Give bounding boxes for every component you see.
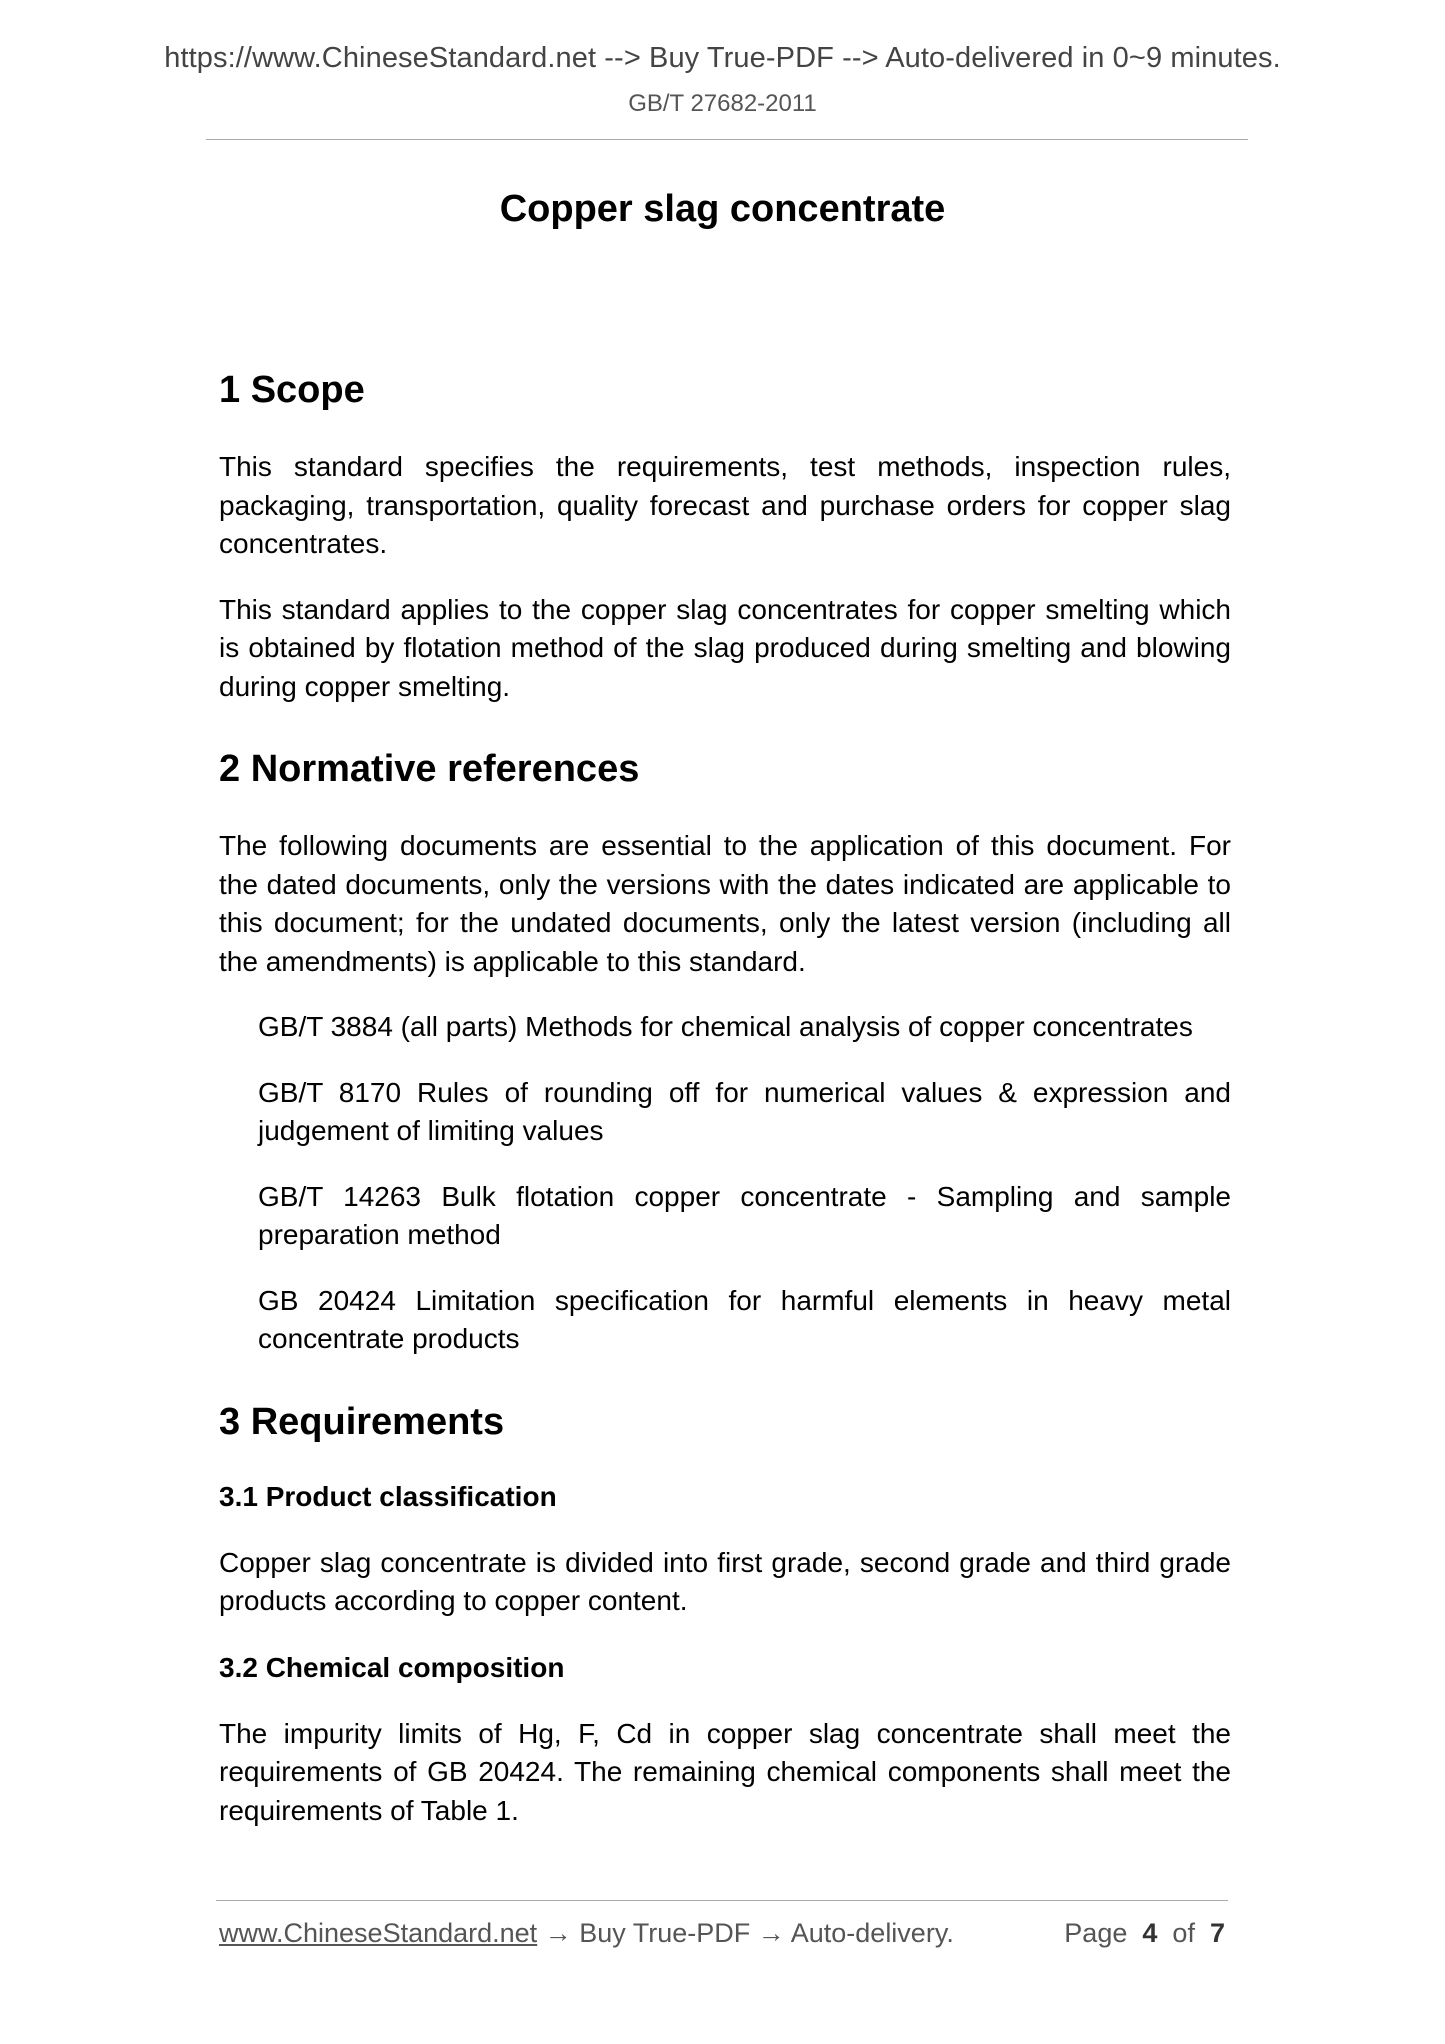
scope-paragraph-2: This standard applies to the copper slag concentrates for copper smelting which is obtained by flotation method of the slag produced during smelting and blowing during copper smelting.	[219, 593, 1231, 702]
section-scope-heading: 1 Scope	[219, 369, 365, 411]
footer-left	[219, 1918, 954, 1949]
header-divider	[206, 139, 1248, 140]
classification-paragraph: Copper slag concentrate is divided into first grade, second grade and third grade products according to copper content.	[219, 1546, 1231, 1616]
document-title: Copper slag concentrate	[499, 188, 946, 230]
normative-intro: The following documents are essential to the application of this document. For the dated documents, only the versions with the dates indicated are applicable to this document; for the undated documents, only the latest version (including all the amendments) is applicable to this standard.	[219, 830, 1231, 977]
header-banner: https://www.ChineseStandard.net --> Buy True-PDF --> Auto-delivered in 0~9 minutes.	[164, 42, 1281, 74]
page-number: 4	[1142, 1918, 1158, 1948]
page-indicator	[1064, 1918, 1225, 1949]
section-normative-heading: 2 Normative references	[219, 748, 640, 790]
chemical-paragraph: The impurity limits of Hg, F, Cd in copper slag concentrate shall meet the requirements of GB 20424. The remaining chemical components shall meet the requirements of Table 1.	[219, 1717, 1231, 1826]
subsection-chemical-heading: 3.2 Chemical composition	[219, 1651, 565, 1683]
reference-item: GB/T 14263 Bulk flotation copper concentrate - Sampling and sample preparation method	[258, 1180, 1231, 1250]
page-total: 7	[1209, 1918, 1225, 1948]
scope-paragraph-1: This standard specifies the requirements, test methods, inspection rules, packaging, transportation, quality forecast and purchase orders for copper slag concentrates.	[219, 451, 1231, 559]
subsection-classification-heading: 3.1 Product classification	[219, 1480, 557, 1512]
footer-tagline: → Buy True-PDF → Auto-delivery.	[537, 1918, 954, 1948]
section-requirements-heading: 3 Requirements	[219, 1400, 505, 1443]
of-word: of	[1172, 1918, 1195, 1948]
reference-item: GB 20424 Limitation specification for harmful elements in heavy metal concentrate products	[258, 1284, 1231, 1354]
document-body	[219, 364, 1231, 1830]
reference-item: GB/T 3884 (all parts) Methods for chemical analysis of copper concentrates	[258, 1011, 1193, 1042]
standard-code: GB/T 27682-2011	[628, 90, 817, 117]
footer-site-link[interactable]: www.ChineseStandard.net	[219, 1918, 538, 1948]
reference-item: GB/T 8170 Rules of rounding off for numerical values & expression and judgement of limiting values	[258, 1076, 1231, 1146]
page-word: Page	[1064, 1918, 1128, 1948]
footer-divider	[216, 1900, 1228, 1901]
